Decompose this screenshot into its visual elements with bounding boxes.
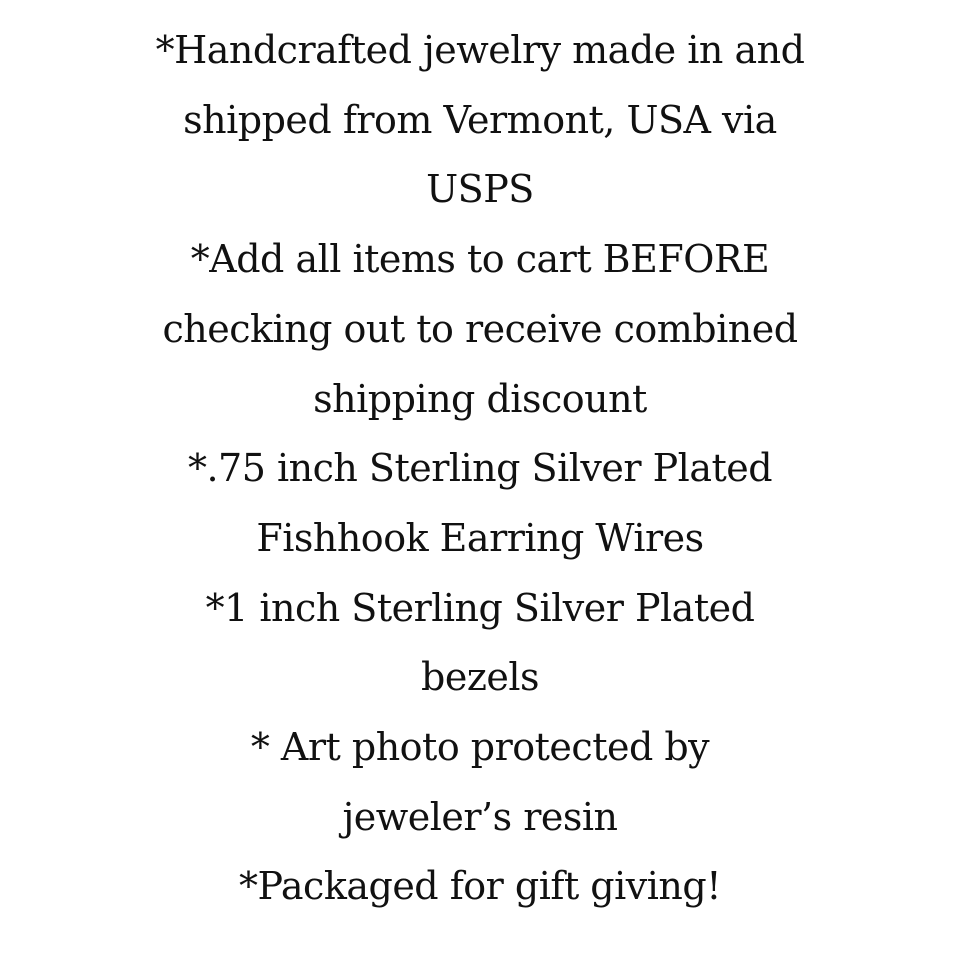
product-details-text [0, 16, 960, 922]
text-line-10: bezels [421, 655, 539, 700]
text-line-4: *Add all items to cart BEFORE [190, 237, 770, 282]
text-line-11: * Art photo protected by [250, 725, 710, 770]
text-line-9: *1 inch Sterling Silver Plated [205, 585, 755, 630]
text-line-8: Fishhook Earring Wires [256, 515, 704, 560]
text-line-3: USPS [426, 167, 534, 212]
text-line-13: *Packaged for gift giving! [239, 864, 721, 909]
text-line-7: *.75 inch Sterling Silver Plated [187, 446, 773, 491]
text-line-12: jeweler’s resin [342, 794, 618, 839]
text-line-1: *Handcrafted jewelry made in and [155, 28, 805, 72]
text-line-6: shipping discount [313, 376, 647, 421]
text-line-2: shipped from Vermont, USA via [183, 97, 777, 142]
text-line-5: checking out to receive combined [162, 306, 798, 351]
